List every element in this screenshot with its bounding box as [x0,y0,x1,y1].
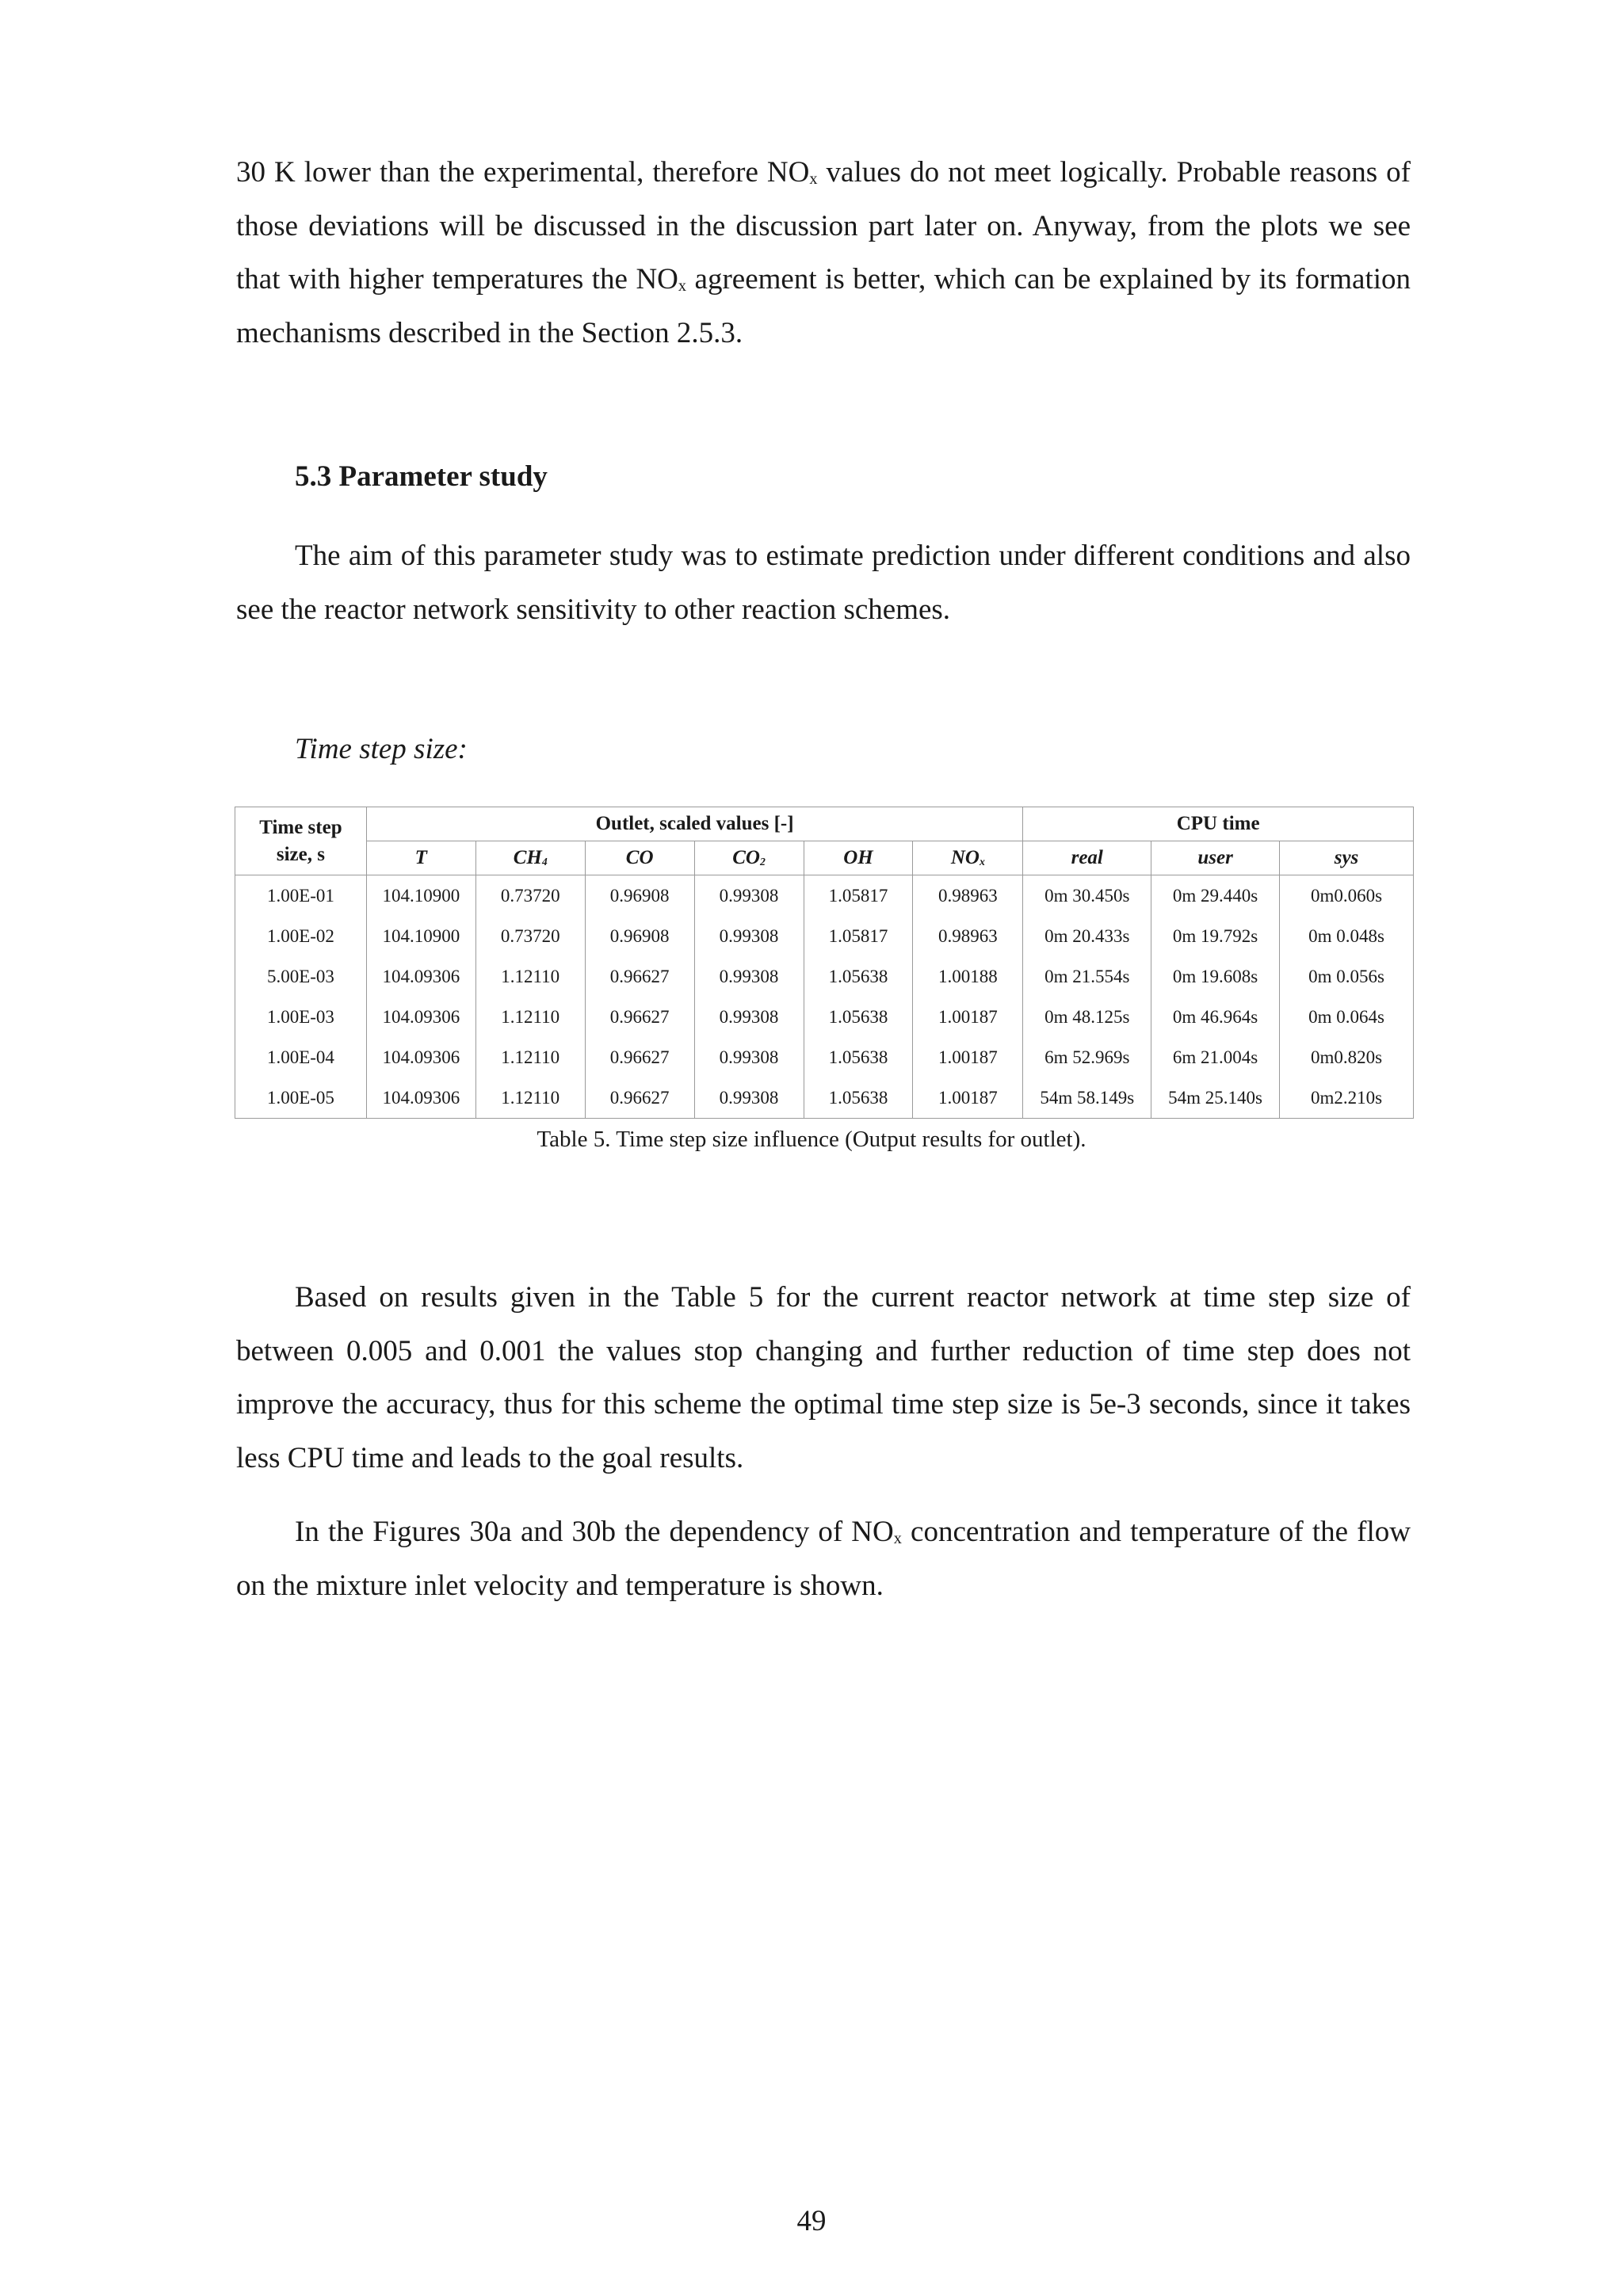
table-row [235,956,1414,997]
text-run: concentration and temperature of the flow on the mixture inlet velocity and temperature is shown. [236,1516,1411,1602]
subscript: x [893,1530,902,1548]
column-header-co: CO [585,841,694,875]
subscript: 4 [541,856,548,868]
section-heading: 5.3 Parameter study [295,460,548,493]
outlet-group-header: Outlet, scaled values [-] [366,807,1022,841]
table-cell: 0m 0.064s [1280,997,1414,1037]
table-cell: 1.00187 [913,997,1023,1037]
table-cell: 1.05817 [804,875,913,917]
text-run: 30 K lower than the experimental, therefore NO [236,156,810,189]
table-cell: 1.12110 [475,1037,585,1077]
column-header-t: T [366,841,475,875]
results-paragraph: Based on results given in the Table 5 for the current reactor network at time step size of between 0.005 and 0.001 the values stop changing and further reduction of time step does not improve the accuracy, thus for this scheme the optimal time step size is 5e-3 seconds, since it takes less CPU time and leads to the goal results. [236,1281,1411,1474]
table-cell: 0m 0.056s [1280,956,1414,997]
table-cell: 1.00E-03 [235,997,367,1037]
table-cell: 1.00E-02 [235,916,367,956]
table-cell: 6m 21.004s [1151,1037,1280,1077]
table-row [235,916,1414,956]
table-row [235,1037,1414,1077]
table-cell: 1.12110 [475,1077,585,1119]
table-caption: Table 5. Time step size influence (Output results for outlet). [537,1127,1086,1152]
subscript: x [678,277,687,296]
table-cell: 0.73720 [475,916,585,956]
table-cell: 104.09306 [366,1037,475,1077]
table-cell: 0.96627 [585,997,694,1037]
table-cell: 0m 19.608s [1151,956,1280,997]
table-cell: 1.12110 [475,997,585,1037]
table-cell: 54m 58.149s [1023,1077,1151,1119]
table-cell: 104.09306 [366,1077,475,1119]
table-cell: 0m 0.048s [1280,916,1414,956]
table-cell: 0.99308 [694,875,804,917]
header-text: CH [513,847,542,868]
table-cell: 0.96908 [585,875,694,917]
table-cell: 104.10900 [366,916,475,956]
table-cell: 5.00E-03 [235,956,367,997]
table-body [235,875,1414,1119]
header-text: CO [732,847,760,868]
table-cell: 1.12110 [475,956,585,997]
table-cell: 0.96908 [585,916,694,956]
table-row [235,875,1414,917]
text-run: values do not meet logically. Probable reasons of those deviations will be discussed in the discussion part later on. Anyway, from the plots we see that with higher temperatures the NO [236,156,1411,296]
table-cell: 1.05817 [804,916,913,956]
table-cell: 0.99308 [694,997,804,1037]
table-cell: 104.10900 [366,875,475,917]
text-run: In the Figures 30a and 30b the dependency of NO [295,1516,894,1548]
table-cell: 0.99308 [694,916,804,956]
subscript: x [979,856,985,868]
table-cell: 0.98963 [913,916,1023,956]
table-cell: 0.99308 [694,956,804,997]
table-cell: 1.00187 [913,1077,1023,1119]
table-corner-header [235,807,367,875]
column-header-oh: OH [804,841,913,875]
table-cell: 1.05638 [804,1077,913,1119]
table-cell: 0m 48.125s [1023,997,1151,1037]
table-cell: 0.96627 [585,956,694,997]
column-header-real: real [1023,841,1151,875]
page-number: 49 [796,2205,827,2237]
table-cell: 0m 30.450s [1023,875,1151,917]
table-cell: 0m0.820s [1280,1037,1414,1077]
header-text: NO [950,847,980,868]
cpu-group-header: CPU time [1023,807,1414,841]
table-cell: 1.05638 [804,956,913,997]
table-cell: 0m 19.792s [1151,916,1280,956]
column-header-ch4 [475,841,585,875]
intro-paragraph [236,146,1411,360]
table-cell: 1.00E-04 [235,1037,367,1077]
table-cell: 0.99308 [694,1077,804,1119]
table-cell: 1.05638 [804,997,913,1037]
table-cell: 0m0.060s [1280,875,1414,917]
section-intro-paragraph: The aim of this parameter study was to estimate prediction under different conditions and also see the reactor network sensitivity to other reaction schemes. [236,540,1411,626]
text-run: agreement is better, which can be explained by its formation mechanisms described in the Section 2.5.3. [236,263,1411,349]
table-row [235,1077,1414,1119]
column-header-co2 [694,841,804,875]
table-cell: 0.73720 [475,875,585,917]
subscript: x [809,170,818,189]
table-cell: 1.05638 [804,1037,913,1077]
corner-header-line: size, s [276,843,325,865]
table-cell: 0.99308 [694,1037,804,1077]
table-cell: 0.98963 [913,875,1023,917]
table-cell: 0.96627 [585,1037,694,1077]
column-header-user: user [1151,841,1280,875]
table-cell: 104.09306 [366,956,475,997]
corner-header-line: Time step [259,816,342,838]
table-cell: 1.00188 [913,956,1023,997]
table-cell: 0m 46.964s [1151,997,1280,1037]
table-cell: 0m 21.554s [1023,956,1151,997]
subheading: Time step size: [295,733,468,765]
table-cell: 54m 25.140s [1151,1077,1280,1119]
table-cell: 6m 52.969s [1023,1037,1151,1077]
column-header-sys: sys [1280,841,1414,875]
table-cell: 0m 29.440s [1151,875,1280,917]
figures-paragraph [236,1505,1411,1612]
table-cell: 1.00187 [913,1037,1023,1077]
table-cell: 1.00E-05 [235,1077,367,1119]
subscript: 2 [759,856,766,868]
table-cell: 1.00E-01 [235,875,367,917]
table-cell: 0m2.210s [1280,1077,1414,1119]
table-row [235,997,1414,1037]
table-cell: 0m 20.433s [1023,916,1151,956]
table-cell: 104.09306 [366,997,475,1037]
results-table [235,807,1414,1119]
column-header-nox [913,841,1023,875]
table-cell: 0.96627 [585,1077,694,1119]
